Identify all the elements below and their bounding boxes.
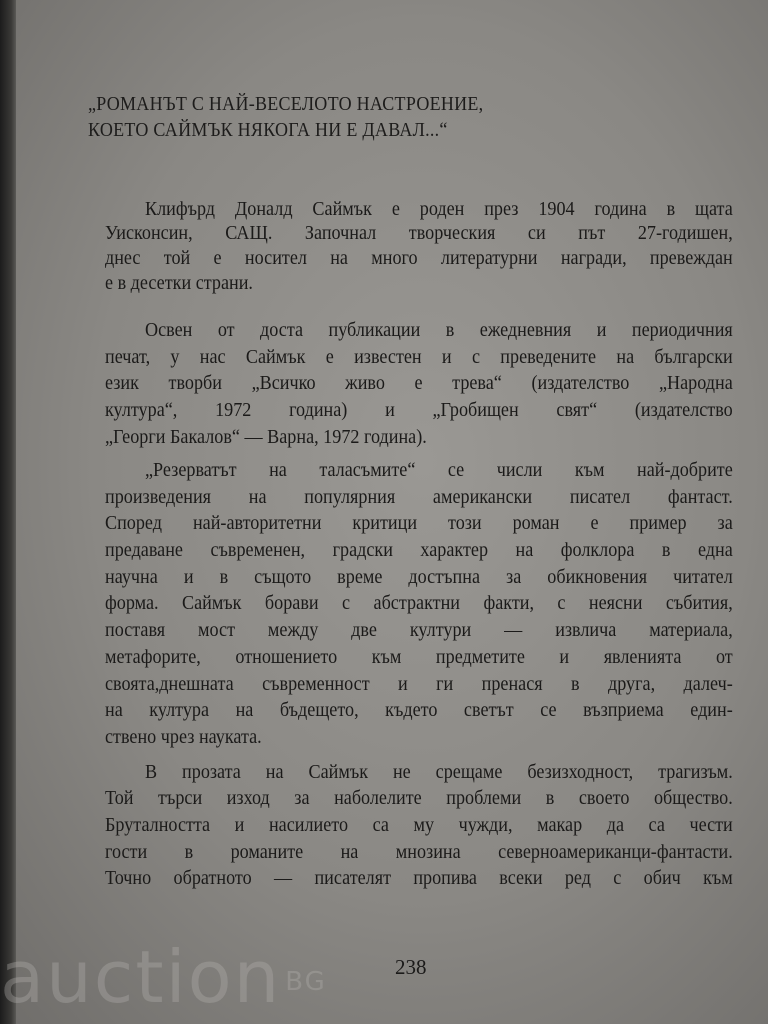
text-line: форма. Саймък борави с абстрактни факти, с неясни събития, bbox=[105, 593, 733, 614]
text-line: Той търси изход за наболелите проблеми в своето общество. bbox=[105, 788, 733, 809]
text-line: ствено чрез науката. bbox=[105, 727, 262, 748]
text-line: произведения на популярния американски писател фантаст. bbox=[105, 487, 733, 508]
text-line: поставя мост между две култури — извлича материала, bbox=[105, 620, 733, 641]
text-line: В прозата на Саймък не срещаме безизходност, трагизъм. bbox=[145, 762, 733, 783]
book-spine-shadow bbox=[0, 0, 16, 1024]
heading-line-2: КОЕТО САЙМЪК НЯКОГА НИ Е ДАВАЛ...“ bbox=[88, 119, 448, 141]
text-line: на култура на бъдещето, където светът се възприема един- bbox=[105, 700, 733, 721]
text-line: Клифърд Доналд Саймък е роден през 1904 година в щата bbox=[145, 199, 733, 220]
text-line: предаване съвременен, градски характер на фолклора в една bbox=[105, 540, 733, 561]
text-line: Точно обратното — писателят пропива всеки ред с обич към bbox=[105, 868, 733, 889]
text-line: „Резерватът на таласъмите“ се числи към най-добрите bbox=[145, 460, 733, 481]
page-number: 238 bbox=[395, 955, 427, 979]
auction-watermark bbox=[0, 935, 327, 1019]
text-line: Според най-авторитетни критици този роман е пример за bbox=[105, 513, 733, 534]
text-line: научна и в същото време достъпна за обикновения читател bbox=[105, 567, 733, 588]
text-line: метафорите, отношението към предметите и явленията от bbox=[105, 647, 733, 668]
heading-line-1: „РОМАНЪТ С НАЙ-ВЕСЕЛОТО НАСТРОЕНИЕ, bbox=[88, 93, 484, 115]
text-line: днес той е носител на много литературни награди, превеждан bbox=[105, 248, 733, 269]
text-line: култура“, 1972 година) и „Гробищен свят“ (издателство bbox=[105, 400, 733, 421]
text-line: език творби „Всичко живо е трева“ (издателство „Народна bbox=[105, 373, 733, 394]
watermark-text: auction bbox=[0, 935, 282, 1019]
text-line: е в десетки страни. bbox=[105, 273, 253, 294]
text-line: своята,днешната съвременност и ги пренася в друга, далеч- bbox=[105, 674, 733, 695]
watermark-suffix: BG bbox=[285, 967, 327, 997]
text-line: Уисконсин, САЩ. Започнал творческия си път 27-годишен, bbox=[105, 223, 733, 244]
text-line: „Георги Бакалов“ — Варна, 1972 година). bbox=[105, 427, 427, 448]
text-line: гости в романите на мнозина северноамериканци-фантасти. bbox=[105, 842, 733, 863]
text-line: печат, у нас Саймък е известен и с преведените на български bbox=[105, 347, 733, 368]
text-line: Бруталността и насилието са му чужди, макар да са чести bbox=[105, 815, 733, 836]
text-line: Освен от доста публикации в ежедневния и периодичния bbox=[145, 320, 733, 341]
